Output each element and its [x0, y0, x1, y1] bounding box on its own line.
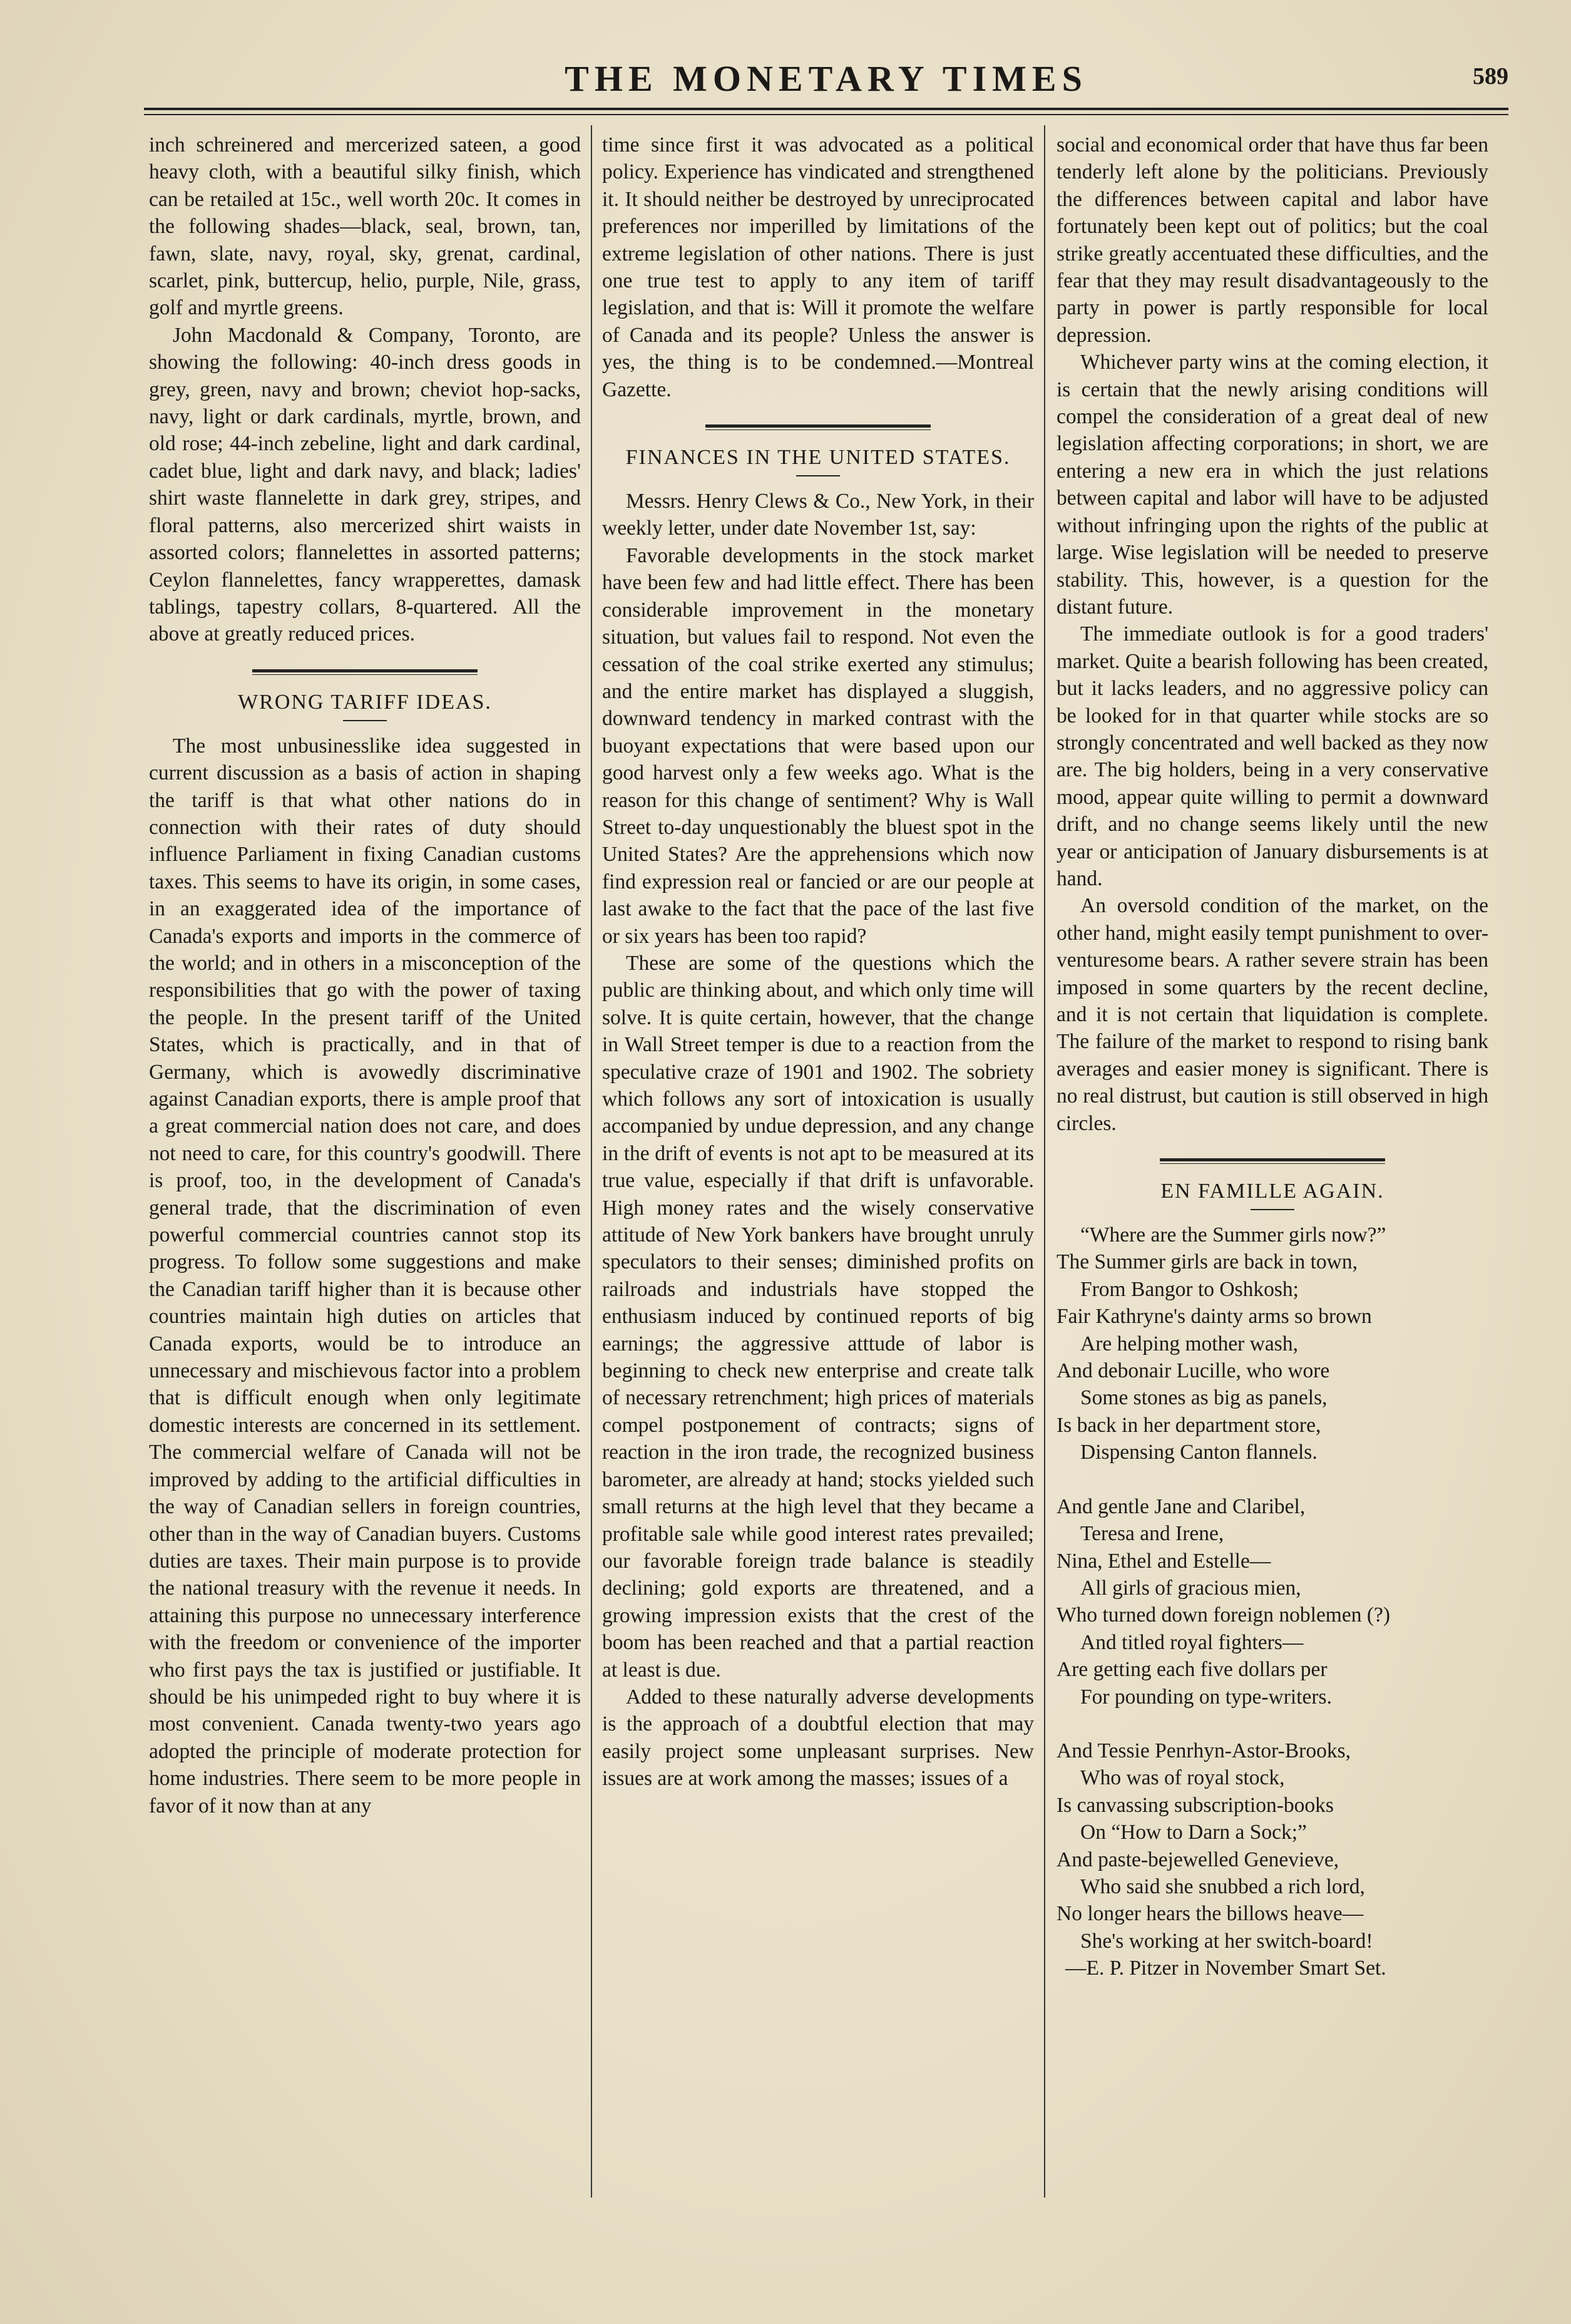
paragraph: These are some of the questions which the public are thinking about, and which only time will solve. It is quite certain, however, that the change in Wall Street temper is due to a reaction from the speculative craze of 1901 and 1902. The sobriety which follows any sort of intoxication is usually accompanied by undue depression, and any change in the drift of events is not apt to be measured at its true value, especially if that drift is unfavorable. High money rates and the wisely conservative attitude of New York bankers have brought unruly speculators to their senses; diminished profits on railroads and industrials have stopped the enthusiasm induced by continued reports of big earnings; the aggressive atttude of labor is beginning to check new enterprise and create talk of necessary retrenchment; high prices of materials compel postponement of contracts; signs of reaction in the iron trade, the recognized business barometer, are already at hand; stocks yielded such small returns at the high level that they became a profitable sale while good interest rates prevailed; our favorable foreign trade balance is steadily declining; gold exports are threatened, and a growing impression exists that the crest of the boom has been reached and that a partial reaction at least is due.	[602, 951, 1034, 1682]
heading-rule	[343, 720, 387, 721]
poem-line: From Bangor to Oshkosh;	[1080, 1277, 1299, 1301]
poem-line: No longer hears the billows heave—	[1057, 1902, 1364, 1926]
paragraph: Messrs. Henry Clews & Co., New York, in their weekly letter, under date November 1st, say:	[602, 490, 1034, 540]
column-1	[149, 131, 581, 1819]
poem-line: And paste-bejewelled Genevieve,	[1057, 1848, 1339, 1871]
paragraph: time since first it was advocated as a political policy. Experience has vindicated and strengthened it. It should neither be destroyed by unreciprocated preferences nor imperilled by limitations of the extreme legislation of other nations. There is just one true test to apply to any item of tariff legislation, and that is: Will it promote the welfare of Canada and its people? Unless the answer is yes, the thing is to be condemned.—Montreal Gazette.	[602, 133, 1034, 401]
column-divider	[1044, 125, 1045, 2198]
header-rule-thin	[144, 114, 1508, 115]
paragraph: Added to these naturally adverse developments is the approach of a doubtful election that may easily project some unpleasant surprises. New issues are at work among the masses; issues of a	[602, 1685, 1034, 1791]
header-rule	[144, 108, 1508, 110]
poem-line: Are helping mother wash,	[1080, 1332, 1298, 1355]
poem-line: Nina, Ethel and Estelle—	[1057, 1549, 1271, 1573]
poem-line: Is back in her department store,	[1057, 1413, 1321, 1437]
article-heading: FINANCES IN THE UNITED STATES.	[625, 446, 1011, 470]
column-3	[1057, 131, 1488, 1982]
poem-line: All girls of gracious mien,	[1080, 1576, 1301, 1600]
poem-line: Are getting each five dollars per	[1057, 1658, 1328, 1682]
poem-line: Who turned down foreign noblemen (?)	[1057, 1603, 1391, 1627]
section-separator	[1160, 1158, 1385, 1164]
poem-line: And titled royal fighters—	[1080, 1630, 1304, 1654]
poem-line: Who said she snubbed a rich lord,	[1080, 1874, 1365, 1898]
paragraph: Whichever party wins at the coming election, it is certain that the newly arising conditions will compel the consideration of a great deal of new legislation affecting corporations; in short, we are entering a new era in which the just relations between capital and labor will have to be adjusted without infringing upon the rights of the public at large. Wise legislation will be needed to preserve stability. This, however, is a question for the distant future.	[1057, 351, 1488, 619]
poem-line: On “How to Darn a Sock;”	[1080, 1821, 1307, 1844]
article-heading: WRONG TARIFF IDEAS.	[238, 690, 492, 714]
poem-line: And gentle Jane and Claribel,	[1057, 1494, 1306, 1518]
paragraph: social and economical order that have thus far been tenderly left alone by the politicians. Previously the differences between capital and labor have fortunately been kept out of politics; but the coal strike greatly accentuated these difficulties, and the fear that they may result disadvantageously to the party in power is partly responsible for local depression.	[1057, 133, 1488, 347]
poem-line: She's working at her switch-board!	[1080, 1929, 1373, 1953]
paragraph: John Macdonald & Company, Toronto, are showing the following: 40-inch dress goods in grey, green, navy and brown; cheviot hop-sacks, navy, light or dark cardinals, myrtle, brown, and old rose; 44-inch zebeline, light and dark cardinal, cadet blue, light and dark navy, and black; ladies' shirt waste flannelette in dark grey, stripes, and floral patterns, also mercerized shirt waists in assorted colors; flannelettes in assorted patterns; Ceylon flannelettes, fancy wrapperettes, damask tablings, tapestry collars, 8-quartered. All the above at greatly reduced prices.	[149, 323, 581, 646]
masthead	[144, 58, 1508, 101]
column-2	[602, 131, 1034, 1792]
column-divider	[591, 125, 592, 2198]
poem-line: “Where are the Summer girls now?”	[1080, 1223, 1386, 1247]
paragraph: Favorable developments in the stock market have been few and had little effect. There has been considerable improvement in the monetary situation, but values fail to respond. Not even the cessation of the coal strike exerted any stimulus; and the entire market has displayed a sluggish, downward tendency in marked contrast with the buoyant expectations that were based upon our good harvest only a few weeks ago. What is the reason for this change of sentiment? Why is Wall Street to-day unquestionably the bluest spot in the United States? Are the apprehensions which now find expression real or fancied or are our people at last awake to the fact that the pace of the last five or six years has been too rapid?	[602, 543, 1034, 948]
paragraph: inch schreinered and mercerized sateen, a good heavy cloth, with a beautiful silky finish, which can be retailed at 15c., well worth 20c. It comes in the following shades—black, seal, brown, tan, fawn, slate, navy, royal, sky, grenat, cardinal, scarlet, pink, buttercup, helio, purple, Nile, grass, golf and myrtle greens.	[149, 133, 581, 320]
heading-rule	[1251, 1209, 1294, 1210]
poem-line: Who was of royal stock,	[1080, 1766, 1285, 1790]
section-separator	[252, 669, 478, 675]
poem-line: Dispensing Canton flannels.	[1080, 1441, 1318, 1464]
poem-line: For pounding on type-writers.	[1080, 1685, 1332, 1709]
paragraph: The most unbusinesslike idea suggested in current discussion as a basis of action in shaping the tariff is that what other nations do in connection with their rates of duty should influence Parliament in fixing Canadian customs taxes. This seems to have its origin, in some cases, in an exaggerated idea of the importance of Canada's exports and imports in the commerce of the world; and in others in a misconception of the responsibilities that go with the power of taxing the people. In the present tariff of the United States, which is practically, and in that of Germany, which is avowedly discriminative against Canadian exports, there is ample proof that a great commercial nation does not care, and does not need to care, for this country's goodwill. There is proof, too, in the development of Canada's general trade, that the discrimination of even powerful commercial countries cannot stop its progress. To follow some suggestions and make the Canadian tariff higher than it is because other countries maintain high duties on articles that Canada exports, would be to introduce an unnecessary and mischievous factor into a problem that is difficult enough when only legitimate domestic interests are concerned in its settlement. The commercial welfare of Canada will not be improved by adding to the artificial difficulties in the way of Canadian sellers in foreign countries, other than in the way of Canadian buyers. Customs duties are taxes. Their main purpose is to provide the national treasury with the revenue it needs. In attaining this purpose no unnecessary interference with the freedom or convenience of the importer who first pays the tax is justified or justifiable. It should be his unimpeded right to buy where it is most convenient. Canada twenty-two years ago adopted the principle of moderate protection for home industries. There seem to be more people in favor of it now than at any	[149, 734, 581, 1818]
poem-line: Some stones as big as panels,	[1080, 1386, 1328, 1410]
paragraph: An oversold condition of the market, on the other hand, might easily tempt punishment to over-venturesome bears. A rather severe strain has been imposed in some quarters by the recent decline, and it is not certain that liquidation is complete. The failure of the market to respond to rising bank averages and easier money is significant. There is no real distrust, but caution is still observed in high circles.	[1057, 894, 1488, 1135]
poem-line: Is canvassing subscription-books	[1057, 1793, 1334, 1817]
page-title: THE MONETARY TIMES	[565, 58, 1088, 99]
page-number: 589	[1473, 63, 1508, 90]
section-separator	[705, 424, 931, 430]
poem-line: Teresa and Irene,	[1080, 1522, 1224, 1546]
stanza-break	[1057, 1710, 1488, 1737]
poem-line: Fair Kathryne's dainty arms so brown	[1057, 1305, 1372, 1329]
article-heading: EN FAMILLE AGAIN.	[1160, 1180, 1384, 1203]
stanza-break	[1057, 1466, 1488, 1493]
heading-rule	[796, 475, 840, 476]
poem-line: And Tessie Penrhyn-Astor-Brooks,	[1057, 1739, 1351, 1762]
poem-credit: —E. P. Pitzer in November Smart Set.	[1065, 1956, 1386, 1980]
poem	[1057, 1221, 1488, 1982]
poem-line: And debonair Lucille, who wore	[1057, 1359, 1330, 1383]
paragraph: The immediate outlook is for a good traders' market. Quite a bearish following has been created, but it lacks leaders, and no aggressive policy can be looked for in that quarter while stocks are so strongly concentrated and well backed as they now are. The big holders, being in a very conservative mood, appear quite willing to permit a downward drift, and no change seems likely until the new year or anticipation of January disbursements is at hand.	[1057, 622, 1488, 890]
poem-line: The Summer girls are back in town,	[1057, 1250, 1358, 1274]
